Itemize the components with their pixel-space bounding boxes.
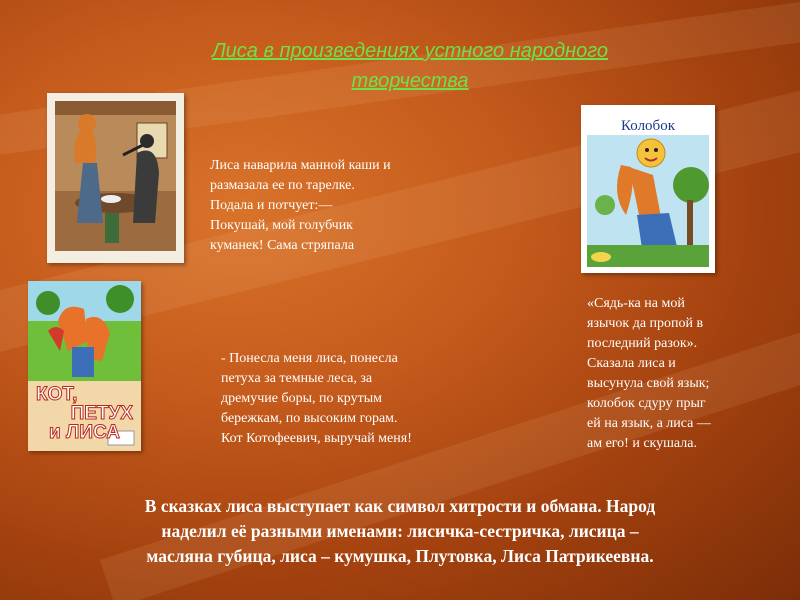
kot-cover-title-line: ПЕТУХ (70, 403, 133, 424)
summary-paragraph (50, 494, 750, 569)
quote-line: куманек! Сама стряпала (210, 238, 355, 253)
slide-title-line: Лиса в произведениях устного народного (211, 40, 609, 62)
quote-line: дремучие боры, по крутым (221, 391, 382, 406)
quote-line: ей на язык, а лиса — (587, 416, 711, 431)
quote-line: размазала ее по тарелке. (210, 178, 355, 193)
quote-line: Сказала лиса и (587, 356, 676, 371)
slide-title-line: творчества (351, 70, 469, 92)
quote-line: Подала и потчует:— (210, 198, 333, 213)
summary-line: наделил её разными именами: лисичка-сестричка, лисица – (161, 521, 639, 541)
quote-line: Кот Котофеевич, выручай меня! (221, 431, 412, 446)
quote-line: петуха за темные леса, за (221, 371, 373, 386)
kot-cover-title-line: КОТ, (36, 384, 78, 405)
quote-line: высунула свой язык; (587, 376, 710, 391)
rooster-story-quote (221, 349, 412, 449)
kot-cover-title-line: и ЛИСА (49, 422, 120, 443)
fox-and-crane-illustration (47, 93, 184, 263)
kot-cover-title (28, 385, 141, 442)
quote-line: последний разок». (587, 336, 698, 351)
kolobok-story-quote (587, 294, 711, 454)
kot-petukh-lisa-book-cover (28, 281, 141, 451)
quote-line: Покушай, мой голубчик (210, 218, 353, 233)
quote-line: «Сядь-ка на мой (587, 296, 685, 311)
quote-line: ам его! и скушала. (587, 436, 697, 451)
quote-line: Лиса наварила манной каши и (210, 158, 391, 173)
quote-line: бережкам, по высоким горам. (221, 411, 398, 426)
summary-line: масляна губица, лиса – кумушка, Плутовка, Лиса Патрикеевна. (146, 546, 654, 566)
kolobok-cover-title: Колобок (621, 118, 675, 134)
summary-line: В сказках лиса выступает как символ хитрости и обмана. Народ (144, 496, 656, 516)
quote-line: язычок да пропой в (587, 316, 704, 331)
crane-story-quote (210, 156, 391, 256)
quote-line: колобок сдуру прыг (587, 396, 706, 411)
kolobok-book-cover (581, 105, 715, 273)
quote-line: - Понесла меня лиса, понесла (221, 351, 398, 366)
fox-and-crane-drawing (47, 93, 184, 263)
slide-title (150, 36, 670, 96)
